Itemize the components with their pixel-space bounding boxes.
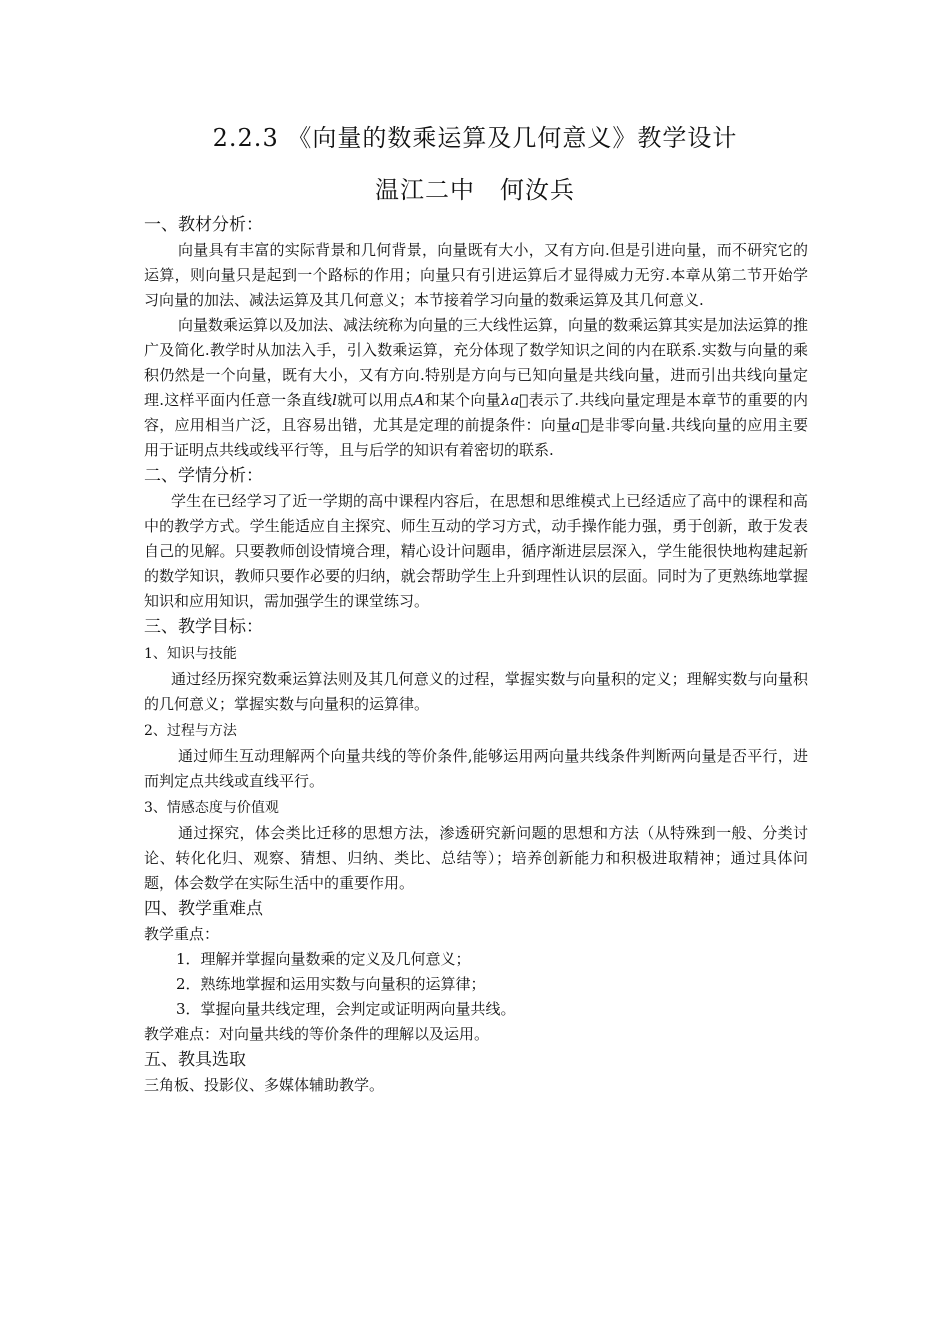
paragraph-text: 是非零向量.共线向量的应用主要用于证明点共线或线平行等，且与后学的知识有着密切的联系.: [144, 416, 808, 459]
list-item: 1．理解并掌握向量数乘的定义及几何意义；: [176, 950, 471, 968]
difficulty-text: 教学难点：对向量共线的等价条件的理解以及运用。: [144, 1025, 490, 1043]
document-author: 温江二中 何汝兵: [375, 176, 575, 204]
document-title: 2.2.3 《向量的数乘运算及几何意义》教学设计: [212, 124, 738, 152]
vector-a-symbol: a⃗: [571, 416, 590, 434]
paragraph-text: 和某个向量: [424, 391, 501, 409]
key-points-label: 教学重点：: [144, 925, 220, 943]
list-item: 2．熟练地掌握和运用实数与向量积的运算律；: [176, 975, 486, 993]
paragraph-text: 就可以用点: [336, 391, 414, 409]
paragraph-text: 表示了.共线向量定理是本章节的重要的内容，应用相当广泛，且容易出错，尤其是定理的前提条件：向量: [144, 391, 808, 434]
section-heading-teaching-tools: 五、教具选取: [144, 1050, 246, 1070]
subheading: 3、情感态度与价值观: [144, 800, 279, 816]
point-symbol-A: A: [413, 391, 425, 409]
paragraph-with-math: [144, 313, 808, 463]
document-body: [144, 212, 808, 1098]
list-item: 3．掌握向量共线定理，会判定或证明两向量共线。: [176, 1000, 516, 1018]
vector-lambda-a-symbol: λa⃗: [500, 391, 529, 409]
paragraph: 通过经历探究数乘运算法则及其几何意义的过程，掌握实数与向量积的定义；理解实数与向量积的几何意义；掌握实数与向量积的运算律。: [144, 670, 808, 713]
subheading: 1、知识与技能: [144, 646, 237, 662]
subheading: 2、过程与方法: [144, 723, 237, 739]
paragraph: 通过师生互动理解两个向量共线的等价条件,能够运用两向量共线条件判断两向量是否平行，进而判定点共线或直线平行。: [144, 747, 808, 790]
section-heading-key-difficulties: 四、教学重难点: [144, 899, 263, 919]
line-symbol-l: l: [332, 391, 337, 409]
section-heading-textbook-analysis: 一、教材分析：: [144, 215, 263, 235]
paragraph: 三角板、投影仪、多媒体辅助教学。: [144, 1076, 385, 1094]
paragraph: 向量具有丰富的实际背景和几何背景，向量既有大小，又有方向.但是引进向量，而不研究它的运算，则向量只是起到一个路标的作用；向量只有引进运算后才显得威力无穷.本章从第二节开始学习向量的加法、减法运算及其几何意义；本节接着学习向量的数乘运算及其几何意义.: [144, 241, 808, 309]
section-heading-teaching-goals: 三、教学目标：: [144, 617, 263, 637]
paragraph-text: 向量数乘运算以及加法、减法统称为向量的三大线性运算，向量的数乘运算其实是加法运算的推广及简化.教学时从加法入手，引入数乘运算，充分体现了数学知识之间的内在联系.实数与向量的乘积仍然是一个向量，既有大小，又有方向.特别是方向与已知向量是共线向量，进而引出共线向量定理.这样平面内任意一条直线: [144, 316, 809, 409]
paragraph: 通过探究，体会类比迁移的思想方法，渗透研究新问题的思想和方法（从特殊到一般、分类讨论、转化化归、观察、猜想、归纳、类比、总结等）；培养创新能力和积极进取精神；通过具体问题，体会数学在实际生活中的重要作用。: [144, 824, 808, 892]
paragraph: 学生在已经学习了近一学期的高中课程内容后，在思想和思维模式上已经适应了高中的课程和高中的教学方式。学生能适应自主探究、师生互动的学习方式，动手操作能力强，勇于创新，敢于发表自己的见解。只要教师创设情境合理，精心设计问题串，循序渐进层层深入，学生能很快地构建起新的数学知识，教师只要作必要的归纳，就会帮助学生上升到理性认识的层面。同时为了更熟练地掌握知识和应用知识，需加强学生的课堂练习。: [144, 492, 808, 610]
section-heading-student-analysis: 二、学情分析：: [144, 466, 263, 486]
